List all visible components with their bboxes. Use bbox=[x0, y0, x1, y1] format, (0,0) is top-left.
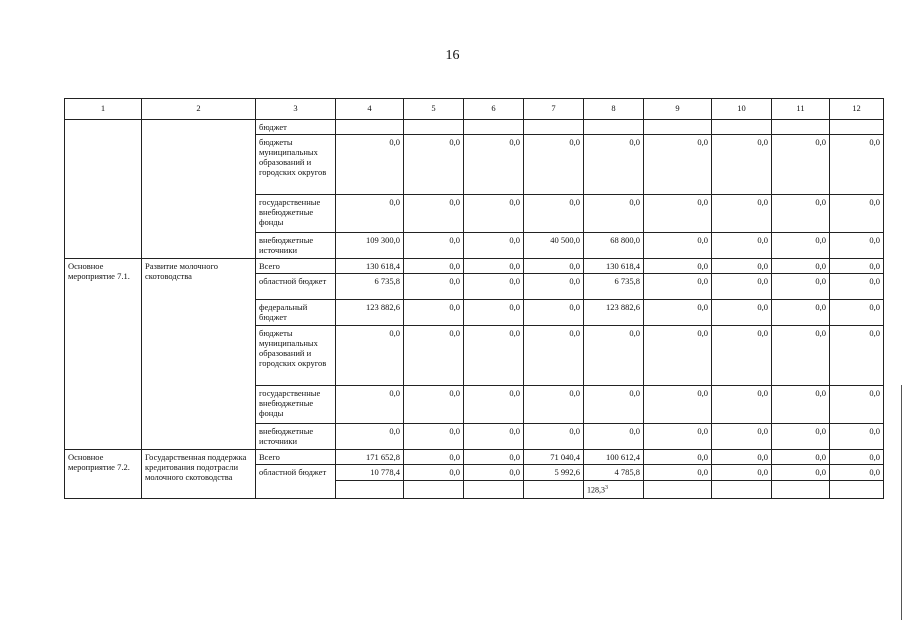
value-cell: 0,0 bbox=[404, 274, 464, 300]
value-cell: 123 882,6 bbox=[336, 300, 404, 326]
value-cell: 0,0 bbox=[464, 233, 524, 259]
value-cell bbox=[830, 120, 884, 135]
column-header: 5 bbox=[404, 99, 464, 120]
value-cell: 10 778,4 bbox=[336, 465, 404, 481]
value-cell: 0,0 bbox=[830, 465, 884, 481]
value-cell: 68 800,0 bbox=[584, 233, 644, 259]
value-cell: 0,0 bbox=[712, 233, 772, 259]
value-cell: 0,0 bbox=[464, 386, 524, 424]
value-cell: 0,0 bbox=[830, 135, 884, 195]
value-cell: 0,0 bbox=[524, 424, 584, 450]
value-cell: 0,0 bbox=[336, 326, 404, 386]
value-cell: 0,0 bbox=[464, 326, 524, 386]
column-header: 8 bbox=[584, 99, 644, 120]
value-cell: 0,0 bbox=[464, 450, 524, 465]
column-header: 2 bbox=[142, 99, 256, 120]
footnote-value: 128,3 bbox=[587, 485, 605, 495]
value-cell: 5 992,6 bbox=[524, 465, 584, 481]
column-header: 4 bbox=[336, 99, 404, 120]
funding-source-cell: Всего bbox=[256, 450, 336, 465]
value-cell: 0,0 bbox=[336, 195, 404, 233]
value-cell: 0,0 bbox=[464, 300, 524, 326]
value-cell: 171 652,8 bbox=[336, 450, 404, 465]
value-cell: 130 618,4 bbox=[336, 259, 404, 274]
value-cell: 0,0 bbox=[830, 424, 884, 450]
value-cell bbox=[524, 120, 584, 135]
value-cell: 0,0 bbox=[712, 195, 772, 233]
value-cell: 0,0 bbox=[712, 274, 772, 300]
value-cell: 0,0 bbox=[772, 386, 830, 424]
value-cell: 4 785,8 bbox=[584, 465, 644, 481]
value-cell bbox=[336, 120, 404, 135]
value-cell: 6 735,8 bbox=[336, 274, 404, 300]
value-cell: 0,0 bbox=[772, 326, 830, 386]
value-cell: 0,0 bbox=[772, 300, 830, 326]
value-cell: 0,0 bbox=[464, 274, 524, 300]
funding-source-cell: бюджеты муниципальных образований и городских округов bbox=[256, 326, 336, 386]
value-cell: 0,0 bbox=[584, 326, 644, 386]
value-cell: 0,0 bbox=[772, 259, 830, 274]
value-cell: 0,0 bbox=[644, 465, 712, 481]
funding-source-cell: федеральный бюджет bbox=[256, 300, 336, 326]
value-cell: 0,0 bbox=[712, 386, 772, 424]
event-cell: Основное мероприятие 7.1. bbox=[65, 259, 142, 450]
value-cell bbox=[830, 481, 884, 499]
value-cell: 0,0 bbox=[830, 326, 884, 386]
value-cell bbox=[644, 481, 712, 499]
page-number: 16 bbox=[445, 48, 460, 63]
column-header: 1 bbox=[65, 99, 142, 120]
header-row bbox=[65, 99, 884, 120]
value-cell: 0,0 bbox=[404, 450, 464, 465]
column-header: 10 bbox=[712, 99, 772, 120]
column-header: 11 bbox=[772, 99, 830, 120]
value-cell: 0,0 bbox=[712, 259, 772, 274]
value-cell: 0,0 bbox=[772, 424, 830, 450]
value-cell: 0,0 bbox=[712, 424, 772, 450]
value-cell: 0,0 bbox=[644, 274, 712, 300]
footnote-marker: 3 bbox=[605, 485, 608, 491]
value-cell: 0,0 bbox=[830, 300, 884, 326]
event-name-cell: Государственная поддержка кредитования подотрасли молочного скотоводства bbox=[142, 450, 256, 499]
value-cell: 0,0 bbox=[336, 386, 404, 424]
value-cell: 130 618,4 bbox=[584, 259, 644, 274]
value-cell bbox=[772, 120, 830, 135]
value-cell: 0,0 bbox=[644, 195, 712, 233]
value-cell: 0,0 bbox=[524, 195, 584, 233]
value-cell bbox=[464, 120, 524, 135]
budget-table bbox=[64, 98, 884, 499]
table-body bbox=[65, 120, 884, 499]
value-cell: 0,0 bbox=[464, 135, 524, 195]
value-cell: 0,0 bbox=[404, 135, 464, 195]
value-cell: 0,0 bbox=[524, 300, 584, 326]
value-cell bbox=[464, 481, 524, 499]
value-cell: 0,0 bbox=[464, 465, 524, 481]
value-cell: 0,0 bbox=[712, 300, 772, 326]
value-cell: 0,0 bbox=[524, 135, 584, 195]
funding-source-cell: бюджет bbox=[256, 120, 336, 135]
value-cell: 0,0 bbox=[712, 465, 772, 481]
value-cell: 0,0 bbox=[524, 326, 584, 386]
margin-line bbox=[901, 385, 902, 620]
value-cell: 0,0 bbox=[524, 386, 584, 424]
value-cell: 0,0 bbox=[404, 424, 464, 450]
funding-source-cell: внебюджетные источники bbox=[256, 424, 336, 450]
value-cell: 0,0 bbox=[584, 195, 644, 233]
event-cell: Основное мероприятие 7.2. bbox=[65, 450, 142, 499]
value-cell: 0,0 bbox=[830, 259, 884, 274]
value-cell: 0,0 bbox=[712, 326, 772, 386]
value-cell bbox=[712, 120, 772, 135]
funding-source-cell: внебюджетные источники bbox=[256, 233, 336, 259]
value-cell: 123 882,6 bbox=[584, 300, 644, 326]
value-cell: 0,0 bbox=[336, 424, 404, 450]
value-cell: 0,0 bbox=[644, 259, 712, 274]
value-cell: 0,0 bbox=[772, 274, 830, 300]
table-row bbox=[65, 120, 884, 135]
value-cell bbox=[644, 120, 712, 135]
value-cell: 0,0 bbox=[644, 450, 712, 465]
value-cell: 71 040,4 bbox=[524, 450, 584, 465]
value-cell: 0,0 bbox=[464, 424, 524, 450]
value-cell: 0,0 bbox=[404, 465, 464, 481]
value-cell: 0,0 bbox=[644, 386, 712, 424]
value-cell bbox=[584, 120, 644, 135]
value-cell: 0,0 bbox=[772, 195, 830, 233]
value-cell: 0,0 bbox=[584, 386, 644, 424]
value-cell: 0,0 bbox=[772, 465, 830, 481]
value-cell: 0,0 bbox=[404, 326, 464, 386]
value-cell: 0,0 bbox=[644, 233, 712, 259]
value-cell: 0,0 bbox=[644, 135, 712, 195]
value-cell: 0,0 bbox=[584, 424, 644, 450]
event-name-cell: Развитие молочного скотоводства bbox=[142, 259, 256, 450]
value-cell: 0,0 bbox=[772, 450, 830, 465]
value-cell: 40 500,0 bbox=[524, 233, 584, 259]
value-cell: 0,0 bbox=[644, 424, 712, 450]
value-cell: 0,0 bbox=[830, 274, 884, 300]
value-cell: 100 612,4 bbox=[584, 450, 644, 465]
table-row bbox=[65, 259, 884, 274]
funding-source-cell: областной бюджет bbox=[256, 274, 336, 300]
value-cell: 109 300,0 bbox=[336, 233, 404, 259]
value-cell: 0,0 bbox=[830, 386, 884, 424]
value-cell: 6 735,8 bbox=[584, 274, 644, 300]
value-cell: 0,0 bbox=[404, 233, 464, 259]
event-name-cell bbox=[142, 120, 256, 259]
value-cell: 0,0 bbox=[644, 326, 712, 386]
value-cell: 0,0 bbox=[830, 233, 884, 259]
column-header: 9 bbox=[644, 99, 712, 120]
value-cell: 0,0 bbox=[644, 300, 712, 326]
value-cell: 0,0 bbox=[464, 195, 524, 233]
funding-source-cell: Всего bbox=[256, 259, 336, 274]
value-cell bbox=[404, 481, 464, 499]
value-cell: 0,0 bbox=[712, 135, 772, 195]
value-cell: 0,0 bbox=[524, 274, 584, 300]
event-cell bbox=[65, 120, 142, 259]
value-cell: 0,0 bbox=[404, 195, 464, 233]
value-cell: 0,0 bbox=[772, 135, 830, 195]
value-cell: 0,0 bbox=[584, 135, 644, 195]
value-cell: 0,0 bbox=[830, 450, 884, 465]
funding-source-cell: областной бюджет bbox=[256, 465, 336, 499]
value-cell: 0,0 bbox=[404, 300, 464, 326]
value-cell: 0,0 bbox=[830, 195, 884, 233]
value-cell: 0,0 bbox=[336, 135, 404, 195]
value-cell bbox=[712, 481, 772, 499]
value-cell bbox=[336, 481, 404, 499]
value-cell: 0,0 bbox=[404, 259, 464, 274]
value-cell bbox=[524, 481, 584, 499]
value-cell bbox=[404, 120, 464, 135]
column-header: 6 bbox=[464, 99, 524, 120]
value-cell: 0,0 bbox=[404, 386, 464, 424]
value-cell bbox=[772, 481, 830, 499]
value-cell: 0,0 bbox=[524, 259, 584, 274]
column-header: 12 bbox=[830, 99, 884, 120]
value-cell: 0,0 bbox=[712, 450, 772, 465]
value-cell: 0,0 bbox=[772, 233, 830, 259]
value-cell: 0,0 bbox=[464, 259, 524, 274]
value-cell bbox=[584, 481, 644, 499]
table-row bbox=[65, 450, 884, 465]
column-header: 3 bbox=[256, 99, 336, 120]
column-header: 7 bbox=[524, 99, 584, 120]
funding-source-cell: государственные внебюджетные фонды bbox=[256, 195, 336, 233]
funding-source-cell: бюджеты муниципальных образований и городских округов bbox=[256, 135, 336, 195]
funding-source-cell: государственные внебюджетные фонды bbox=[256, 386, 336, 424]
